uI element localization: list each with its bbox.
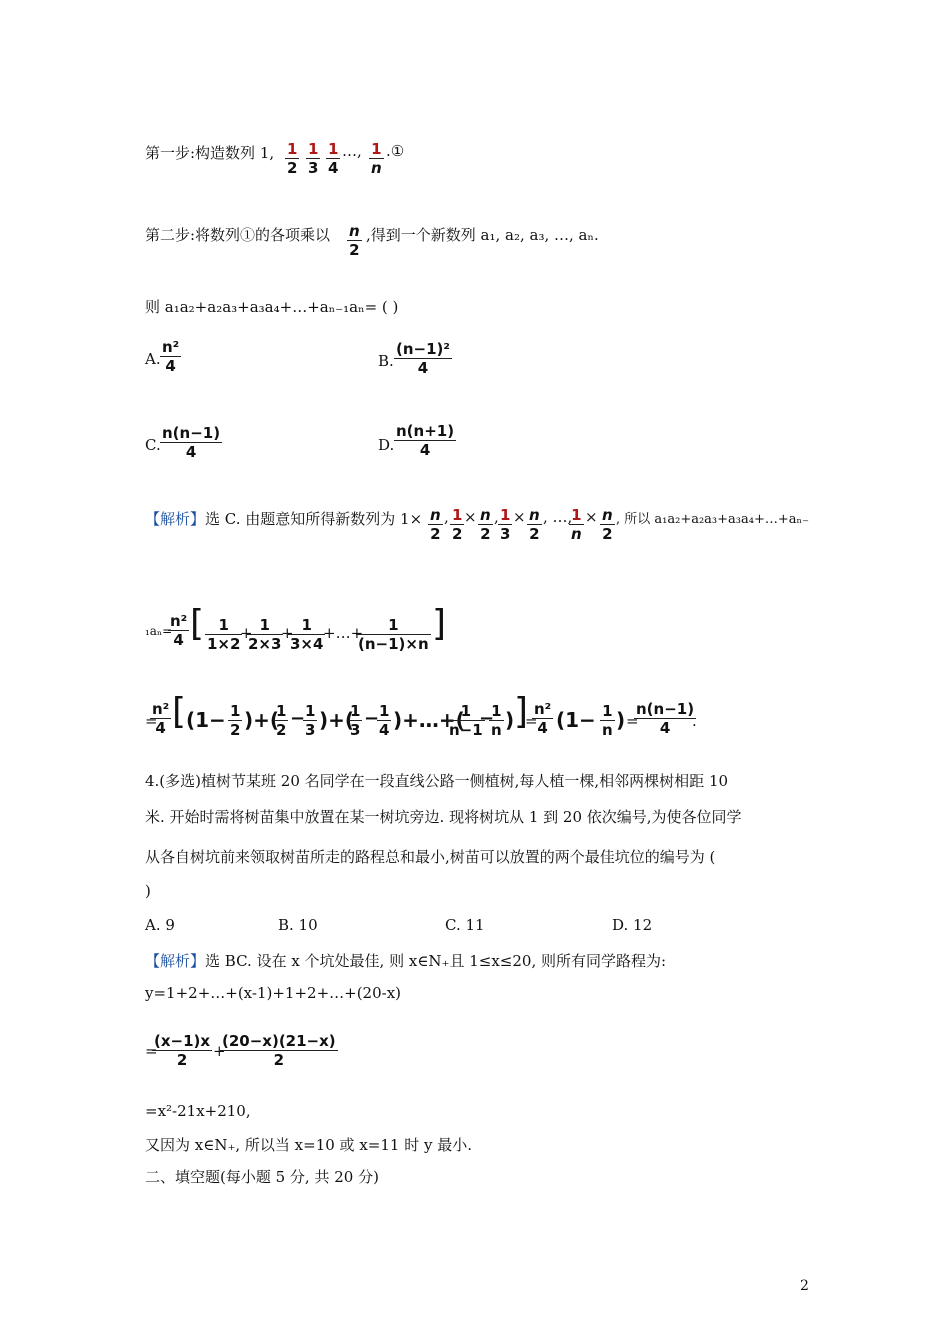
q4-option-a[interactable]: A. 9	[145, 916, 175, 934]
frac-1-n-1xn: $\frac{1}{(n-1)\times n}$	[358, 616, 429, 653]
analysis1-times-c: ×	[585, 508, 598, 526]
analysis1-n2-4-c: $\frac{\text{n²}}{4}$	[534, 700, 552, 737]
q4-line3: 从各自树坑前来领取树苗所走的路程总和最小,树苗可以放置的两个最佳坑位的编号为 (	[145, 848, 716, 866]
analysis1-line1: 【解析】选 C. 由题意知所得新数列为 1×	[145, 510, 423, 528]
tele-frac-1-n: $\frac{1}{n}$	[491, 702, 502, 739]
right-bracket-b: ]	[514, 691, 529, 732]
analysis1-frac-1-3: $\frac{1}{3}$	[500, 506, 511, 543]
eq2-plus: +	[213, 1042, 226, 1060]
tele-10: )	[616, 708, 626, 732]
question-text: 则 a₁a₂+a₂a₃+a₃a₄+…+aₙ₋₁aₙ= ( )	[145, 298, 399, 316]
step1-suffix: .①	[386, 142, 405, 160]
analysis1-text2: , 所以 a₁a₂+a₂a₃+a₃a₄+…+aₙ₋	[616, 512, 809, 527]
frac-1-3x4: $\frac{1}{3\times 4}$	[290, 616, 324, 653]
eq2-frac1: $\frac{(x-1)x}{2}$	[154, 1032, 211, 1069]
tele-frac-1-3b: $\frac{1}{3}$	[350, 702, 361, 739]
eq-sign-d: =	[626, 712, 639, 730]
analysis2-line1: 【解析】选 BC. 设在 x 个坑处最佳, 则 x∈N₊且 1≤x≤20, 则所有同学路程为:	[145, 952, 667, 970]
analysis1-frac-n-2-c: $\frac{n}{2}$	[529, 506, 540, 543]
eq2-equals: =	[145, 1042, 158, 1060]
tele-frac-1-4: $\frac{1}{4}$	[379, 702, 390, 739]
analysis1-frac-n-2-a: $\frac{n}{2}$	[430, 506, 441, 543]
option-a[interactable]: A.	[145, 350, 161, 368]
tele-frac-1-n-1: $\frac{1}{n-1}$	[449, 702, 483, 739]
analysis1-comma-b: ,	[494, 508, 499, 526]
step2-frac-n-2: $\frac{n}{2}$	[349, 222, 360, 259]
tele-3: −	[290, 708, 306, 729]
option-a-frac: $\frac{\text{n²}}{4}$	[162, 338, 180, 375]
analysis1-dots: , …,	[543, 508, 573, 526]
analysis-tag: 【解析】	[145, 510, 206, 528]
q4-option-b[interactable]: B. 10	[278, 916, 318, 934]
step1-frac-1-4: $\frac{1}{4}$	[328, 140, 339, 177]
analysis2-tag: 【解析】	[145, 952, 206, 970]
analysis1-frac-n-2-b: $\frac{n}{2}$	[480, 506, 491, 543]
eq2-frac2: $\frac{(20-x)(21-x)}{2}$	[222, 1032, 336, 1069]
option-d-frac: $\frac{n(n+1)}{4}$	[396, 422, 455, 459]
tele-frac-1-n-b: $\frac{1}{n}$	[602, 702, 613, 739]
left-bracket-a: [	[190, 603, 205, 644]
analysis1-n2-4-b: $\frac{\text{n²}}{4}$	[152, 700, 170, 737]
analysis1-frac-1-n: $\frac{1}{n}$	[571, 506, 582, 543]
analysis1-n2-4-a: $\frac{\text{n²}}{4}$	[170, 612, 188, 649]
section-heading: 二、填空题(每小题 5 分, 共 20 分)	[145, 1168, 379, 1186]
step2-suffix: ,得到一个新数列 a₁, a₂, a₃, …, aₙ.	[366, 226, 599, 244]
q4-line4: )	[145, 882, 151, 900]
plus-2: +	[281, 624, 294, 642]
q4-option-d[interactable]: D. 12	[612, 916, 653, 934]
analysis1-times-a: ×	[464, 508, 477, 526]
plus-dots: +…+	[323, 624, 364, 642]
option-b-frac: $\frac{\text{(n−1)²}}{4}$	[396, 340, 450, 377]
frac-1-2x3: $\frac{1}{2\times 3}$	[248, 616, 282, 653]
eq-sign-b: =	[145, 712, 158, 730]
analysis2-eq1: y=1+2+…+(x-1)+1+2+…+(20-x)	[145, 984, 402, 1002]
q4-line1: 4.(多选)植树节某班 20 名同学在一段直线公路一侧植树,每人植一棵,相邻两棵树相距 10	[145, 772, 729, 790]
tele-6: )+…+(	[393, 708, 465, 732]
option-d[interactable]: D.	[378, 436, 395, 454]
q4-option-c[interactable]: C. 11	[445, 916, 485, 934]
tele-7: −	[479, 708, 495, 729]
telescoping-sum: (1−	[186, 708, 226, 732]
analysis1-result: $\frac{n(n-1)}{4}$	[636, 700, 695, 737]
tele-2: )+(	[244, 708, 280, 732]
option-c-frac: $\frac{n(n-1)}{4}$	[162, 424, 221, 461]
analysis1-times-b: ×	[513, 508, 526, 526]
period: .	[692, 712, 697, 730]
tele-8: )	[505, 708, 515, 732]
step1-frac-1-2: $\frac{1}{2}$	[287, 140, 298, 177]
tele-9: (1−	[556, 708, 596, 732]
analysis2-eq3: =x²-21x+210,	[145, 1102, 251, 1120]
eq-sign-c: =	[525, 712, 538, 730]
step2-text: 第二步:将数列①的各项乘以	[145, 226, 331, 244]
step1-text: 第一步:构造数列 1,	[145, 144, 275, 162]
tele-4: )+(	[319, 708, 355, 732]
tele-frac-1-3: $\frac{1}{3}$	[305, 702, 316, 739]
analysis1-frac-n-2-d: $\frac{n}{2}$	[602, 506, 613, 543]
analysis1-frac-1-2: $\frac{1}{2}$	[452, 506, 463, 543]
option-c[interactable]: C.	[145, 436, 161, 454]
analysis1-comma-a: ,	[444, 508, 449, 526]
step1-frac-1-n: $\frac{1}{n}$	[371, 140, 382, 177]
q4-line2: 米. 开始时需将树苗集中放置在某一树坑旁边. 现将树坑从 1 到 20 依次编号,为使各位同学	[145, 808, 742, 826]
plus-1: +	[240, 624, 253, 642]
right-bracket-a: ]	[432, 603, 447, 644]
page-number: 2	[800, 1278, 809, 1294]
left-bracket-b: [	[172, 691, 187, 732]
analysis2-conclusion: 又因为 x∈N₊, 所以当 x=10 或 x=11 时 y 最小.	[145, 1136, 472, 1154]
tele-5: −	[364, 708, 380, 729]
tele-frac-1-2: $\frac{1}{2}$	[230, 702, 241, 739]
frac-1-1x2: $\frac{1}{1\times 2}$	[207, 616, 241, 653]
step1-frac-1-3: $\frac{1}{3}$	[308, 140, 319, 177]
analysis1-cont: ₁aₙ=	[145, 624, 173, 638]
tele-frac-1-2b: $\frac{1}{2}$	[276, 702, 287, 739]
step1-dots: …,	[342, 142, 362, 160]
option-b[interactable]: B.	[378, 352, 394, 370]
